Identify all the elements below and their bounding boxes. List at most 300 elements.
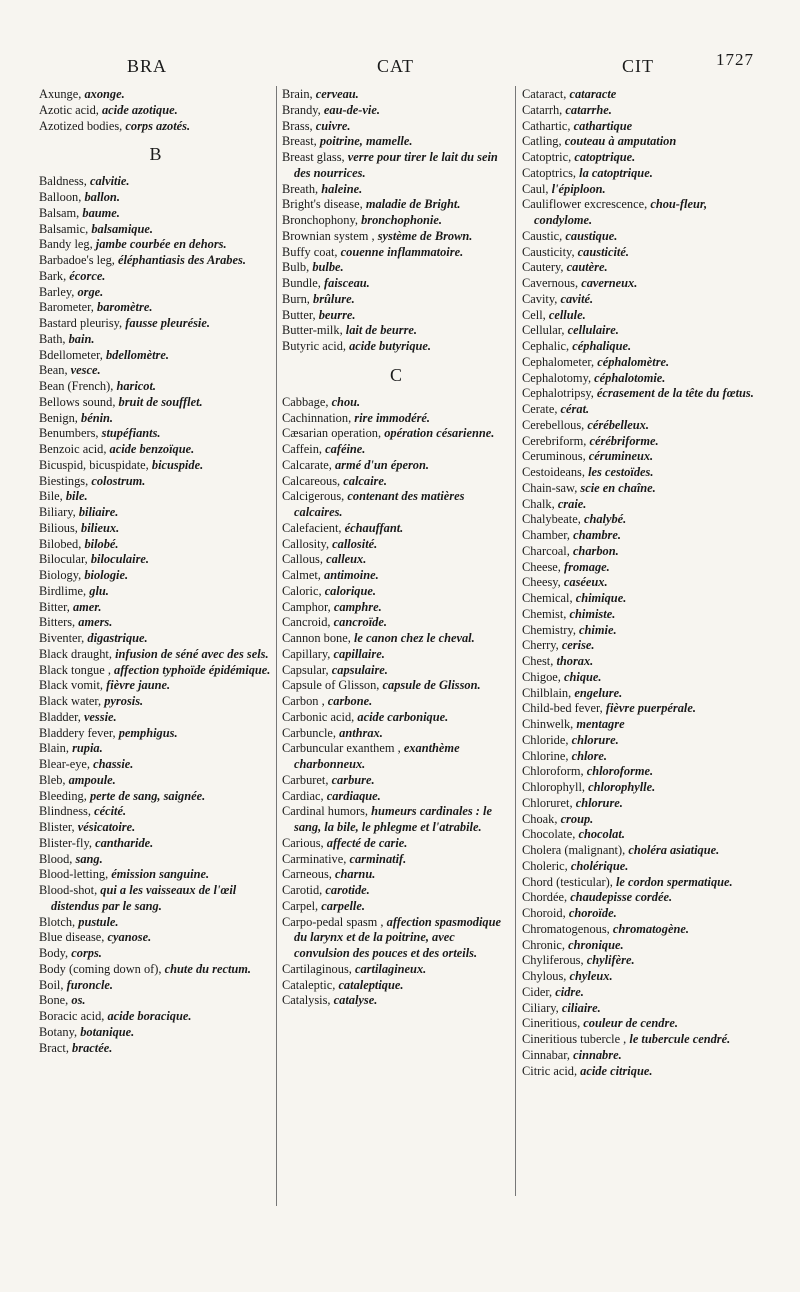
dictionary-entry xyxy=(522,701,762,717)
french-translation: camphre. xyxy=(333,599,382,614)
english-term: Blue disease, xyxy=(39,930,105,945)
header-right-guide: CIT xyxy=(622,56,654,76)
english-term: Catling, xyxy=(522,134,562,149)
dictionary-entry xyxy=(39,426,272,442)
english-term: Chalybeate, xyxy=(522,512,581,527)
french-translation: cinnabre. xyxy=(573,1047,622,1062)
french-translation: affection typhoïde épidémique. xyxy=(114,662,271,677)
dictionary-entry xyxy=(522,166,762,182)
dictionary-entry xyxy=(282,521,510,537)
dictionary-entry xyxy=(522,1032,762,1048)
english-term: Black vomit, xyxy=(39,678,104,693)
french-translation: cantharide. xyxy=(95,835,154,850)
dictionary-entry xyxy=(39,678,272,694)
french-translation: chromatogène. xyxy=(612,921,689,936)
french-translation: chambre. xyxy=(573,528,621,542)
english-term: Capillary, xyxy=(282,646,331,661)
dictionary-entry xyxy=(39,269,272,285)
dictionary-entry xyxy=(39,726,272,742)
french-translation: cavité. xyxy=(560,291,594,306)
dictionary-entry xyxy=(522,323,762,339)
french-translation: acide carbonique. xyxy=(357,709,449,724)
english-term: Cerate, xyxy=(522,402,558,416)
dictionary-entry xyxy=(39,206,272,222)
english-term: Bleb, xyxy=(39,772,66,787)
dictionary-entry xyxy=(282,883,510,899)
dictionary-entry xyxy=(39,103,272,119)
english-term: Chloride, xyxy=(522,732,569,747)
dictionary-entry xyxy=(39,568,272,584)
french-translation: corps azotés. xyxy=(125,118,191,133)
column-1 xyxy=(39,87,272,1056)
dictionary-entry xyxy=(39,442,272,458)
dictionary-entry xyxy=(39,867,272,883)
dictionary-entry xyxy=(522,276,762,292)
english-term: Cataract, xyxy=(522,87,567,101)
english-term: Bdellometer, xyxy=(39,347,103,362)
english-term: Callosity, xyxy=(282,536,330,551)
french-translation: l'épiploon. xyxy=(551,181,606,196)
dictionary-entry xyxy=(522,229,762,245)
dictionary-entry xyxy=(282,182,510,198)
english-term: Cheesy, xyxy=(522,575,561,590)
english-term: Biestings, xyxy=(39,473,89,488)
french-translation: chronique. xyxy=(568,937,624,952)
french-translation: émission sanguine. xyxy=(111,867,210,882)
english-term: Chylous, xyxy=(522,969,567,983)
french-translation: acide butyrique. xyxy=(349,339,432,353)
french-translation: engelure. xyxy=(574,685,623,700)
english-term: Biventer, xyxy=(39,631,85,645)
english-term: Carious, xyxy=(282,835,324,850)
english-term: Catoptrics, xyxy=(522,165,577,180)
french-translation: poitrine, mamelle. xyxy=(319,134,413,149)
dictionary-entry xyxy=(282,978,510,994)
english-term: Cautery, xyxy=(522,260,564,275)
french-translation: maladie de Bright. xyxy=(365,197,461,212)
english-term: Chemist, xyxy=(522,606,567,621)
french-translation: carbure. xyxy=(331,772,375,787)
french-translation: furoncle. xyxy=(66,977,114,992)
dictionary-entry xyxy=(522,402,762,418)
header-center-guide: CAT xyxy=(377,56,415,76)
french-translation: cerise. xyxy=(561,638,595,653)
french-translation: carminatif. xyxy=(349,851,407,866)
french-translation: cérat. xyxy=(560,402,590,416)
french-translation: chimique. xyxy=(575,591,627,605)
french-translation: le canon chez le cheval. xyxy=(353,631,475,645)
french-translation: fièvre jaune. xyxy=(106,678,171,693)
french-translation: contenant des matières calcaires. xyxy=(294,489,465,519)
french-translation: rupia. xyxy=(72,741,103,756)
french-translation: cartilagineux. xyxy=(354,961,427,976)
dictionary-entry xyxy=(522,780,762,796)
dictionary-entry xyxy=(39,316,272,332)
running-header xyxy=(0,50,800,82)
french-translation: catoptrique. xyxy=(574,150,636,164)
french-translation: cuivre. xyxy=(315,118,351,133)
english-term: Choleric, xyxy=(522,858,568,873)
dictionary-entry xyxy=(39,190,272,206)
english-term: Bract, xyxy=(39,1040,69,1055)
dictionary-entry xyxy=(522,812,762,828)
english-term: Cephalometer, xyxy=(522,354,595,369)
english-term: Choroid, xyxy=(522,906,566,920)
dictionary-entry xyxy=(282,308,510,324)
english-term: Camphor, xyxy=(282,599,331,614)
english-term: Barbadoe's leg, xyxy=(39,253,115,267)
french-translation: affecté de carie. xyxy=(326,835,408,850)
french-translation: cautère. xyxy=(566,260,608,275)
dictionary-entry xyxy=(522,292,762,308)
dictionary-entry xyxy=(282,631,510,647)
dictionary-entry xyxy=(39,253,272,269)
french-translation: bruit de soufflet. xyxy=(118,394,203,409)
french-translation: chlorophylle. xyxy=(588,780,656,794)
english-term: Ciliary, xyxy=(522,1000,559,1015)
column-rule-left xyxy=(276,86,277,1206)
english-term: Bulb, xyxy=(282,260,310,275)
dictionary-entry xyxy=(39,773,272,789)
dictionary-entry xyxy=(282,245,510,261)
english-term: Chamber, xyxy=(522,528,571,542)
english-term: Cardiac, xyxy=(282,788,324,803)
dictionary-entry xyxy=(39,300,272,316)
english-term: Catalysis, xyxy=(282,993,331,1008)
dictionary-entry xyxy=(39,836,272,852)
english-term: Chemical, xyxy=(522,591,573,605)
dictionary-entry xyxy=(39,474,272,490)
dictionary-entry xyxy=(522,245,762,261)
english-term: Blain, xyxy=(39,741,69,756)
french-translation: qui a les vaisseaux de l'œil distendus par le sang. xyxy=(51,883,237,913)
dictionary-entry xyxy=(282,993,510,1009)
dictionary-entry xyxy=(39,332,272,348)
english-term: Bastard pleurisy, xyxy=(39,316,123,330)
dictionary-entry xyxy=(282,426,510,442)
dictionary-entry xyxy=(39,1025,272,1041)
dictionary-entry xyxy=(39,489,272,505)
french-translation: carotide. xyxy=(325,883,370,897)
english-term: Brownian system , xyxy=(282,228,375,243)
french-translation: catarrhe. xyxy=(565,102,612,117)
french-translation: brûlure. xyxy=(313,291,355,306)
french-translation: caféine. xyxy=(325,442,366,456)
french-translation: affection spasmodique du larynx et de la poitrine, avec convulsion des pouces et des orteils. xyxy=(294,914,502,960)
french-translation: écorce. xyxy=(69,268,106,283)
dictionary-entry xyxy=(522,418,762,434)
french-translation: cataracte xyxy=(569,87,617,101)
dictionary-entry xyxy=(522,119,762,135)
dictionary-entry xyxy=(39,521,272,537)
french-translation: os. xyxy=(71,993,86,1008)
english-term: Balsamic, xyxy=(39,221,89,236)
english-term: Calcarate, xyxy=(282,457,332,472)
french-translation: perte de sang, saignée. xyxy=(89,788,206,803)
dictionary-entry xyxy=(39,458,272,474)
french-translation: bdellomètre. xyxy=(105,347,169,362)
dictionary-entry xyxy=(282,867,510,883)
english-term: Barometer, xyxy=(39,300,94,315)
dictionary-entry xyxy=(39,789,272,805)
dictionary-entry xyxy=(282,915,510,962)
dictionary-entry xyxy=(39,978,272,994)
english-term: Black draught, xyxy=(39,646,112,661)
french-translation: vésicatoire. xyxy=(77,820,136,834)
french-translation: eau-de-vie. xyxy=(323,102,380,117)
dictionary-entry xyxy=(522,733,762,749)
dictionary-entry xyxy=(282,615,510,631)
french-translation: acide benzoïque. xyxy=(109,442,195,456)
dictionary-entry xyxy=(522,544,762,560)
english-term: Black tongue , xyxy=(39,662,111,677)
french-translation: cholérique. xyxy=(570,858,629,873)
dictionary-entry xyxy=(282,395,510,411)
french-translation: baromètre. xyxy=(97,300,153,315)
english-term: Cauliflower excrescence, xyxy=(522,197,648,212)
english-term: Carpel, xyxy=(282,898,319,913)
french-translation: amers. xyxy=(78,615,113,630)
english-term: Bean, xyxy=(39,363,68,378)
english-term: Cholera (malignant), xyxy=(522,843,626,857)
french-translation: caustique. xyxy=(565,228,618,243)
french-translation: fièvre puerpérale. xyxy=(605,701,696,716)
french-translation: échauffant. xyxy=(344,520,404,535)
dictionary-entry xyxy=(522,465,762,481)
english-term: Biology, xyxy=(39,568,82,582)
english-term: Chigoe, xyxy=(522,669,561,684)
dictionary-entry xyxy=(522,434,762,450)
dictionary-entry xyxy=(39,647,272,663)
english-term: Cerebellous, xyxy=(522,417,585,432)
french-translation: haleine. xyxy=(321,181,363,196)
english-term: Buffy coat, xyxy=(282,244,338,259)
dictionary-entry xyxy=(282,741,510,773)
dictionary-entry xyxy=(522,906,762,922)
english-term: Carburet, xyxy=(282,772,329,787)
french-translation: couleur de cendre. xyxy=(583,1016,678,1031)
dictionary-entry xyxy=(522,859,762,875)
french-translation: bénin. xyxy=(81,410,114,425)
dictionary-entry xyxy=(39,285,272,301)
french-translation: causticité. xyxy=(577,244,629,259)
dictionary-entry xyxy=(522,134,762,150)
english-term: Breath, xyxy=(282,181,319,196)
english-term: Brain, xyxy=(282,87,313,101)
dictionary-entry xyxy=(522,308,762,324)
dictionary-entry xyxy=(39,537,272,553)
dictionary-entry xyxy=(39,852,272,868)
french-translation: bain. xyxy=(68,331,95,346)
dictionary-entry xyxy=(522,87,762,103)
french-translation: cellule. xyxy=(548,307,586,322)
french-translation: fromage. xyxy=(564,559,610,574)
dictionary-entry xyxy=(282,489,510,521)
english-term: Blotch, xyxy=(39,914,76,929)
dictionary-entry xyxy=(522,371,762,387)
english-term: Cancroid, xyxy=(282,615,331,630)
english-term: Caustic, xyxy=(522,228,563,243)
dictionary-entry xyxy=(522,623,762,639)
dictionary-entry xyxy=(522,575,762,591)
french-translation: baume. xyxy=(82,205,120,220)
dictionary-entry xyxy=(282,474,510,490)
french-translation: pustule. xyxy=(78,914,119,929)
french-translation: chalybé. xyxy=(583,512,627,527)
english-term: Baldness, xyxy=(39,174,87,189)
dictionary-entry xyxy=(522,497,762,513)
english-term: Cestoideans, xyxy=(522,465,585,479)
french-translation: chaudepisse cordée. xyxy=(570,890,673,905)
english-term: Carbuncle, xyxy=(282,725,337,740)
dictionary-entry xyxy=(39,993,272,1009)
dictionary-entry xyxy=(282,442,510,458)
english-term: Carotid, xyxy=(282,883,323,897)
english-term: Bellows sound, xyxy=(39,394,116,409)
french-translation: mentagre xyxy=(576,717,625,731)
dictionary-entry xyxy=(39,962,272,978)
english-term: Body, xyxy=(39,946,69,960)
dictionary-entry xyxy=(522,796,762,812)
english-term: Chilblain, xyxy=(522,685,572,700)
dictionary-entry xyxy=(282,150,510,182)
french-translation: cécité. xyxy=(94,804,127,819)
english-term: Bicuspid, bicuspidate, xyxy=(39,457,149,472)
french-translation: chlorure. xyxy=(575,795,623,810)
dictionary-entry xyxy=(522,560,762,576)
dictionary-entry xyxy=(282,229,510,245)
french-translation: chou. xyxy=(331,394,361,409)
french-translation: corps. xyxy=(71,946,102,960)
english-term: Blood-shot, xyxy=(39,883,98,897)
dictionary-entry xyxy=(522,528,762,544)
dictionary-entry xyxy=(39,820,272,836)
dictionary-entry xyxy=(522,607,762,623)
english-term: Cachinnation, xyxy=(282,410,352,425)
english-term: Azotized bodies, xyxy=(39,118,123,133)
french-translation: capsule de Glisson. xyxy=(382,678,481,693)
french-translation: exanthème charbonneux. xyxy=(294,741,460,771)
dictionary-entry xyxy=(282,87,510,103)
french-translation: opération césarienne. xyxy=(384,426,495,441)
dictionary-entry xyxy=(39,505,272,521)
french-translation: chocolat. xyxy=(578,827,625,842)
dictionary-entry xyxy=(282,584,510,600)
english-term: Capsule of Glisson, xyxy=(282,678,380,693)
french-translation: ampoule. xyxy=(68,772,116,787)
french-translation: faisceau. xyxy=(324,276,370,290)
french-translation: céphalomètre. xyxy=(597,354,670,369)
dictionary-entry xyxy=(282,726,510,742)
english-term: Carminative, xyxy=(282,851,347,866)
english-term: Cavernous, xyxy=(522,276,579,290)
french-translation: fausse pleurésie. xyxy=(125,316,210,330)
french-translation: couenne inflammatoire. xyxy=(340,244,464,259)
dictionary-entry xyxy=(39,348,272,364)
french-translation: amer. xyxy=(72,599,102,614)
french-translation: acide azotique. xyxy=(101,102,178,117)
french-translation: chlorure. xyxy=(571,732,619,747)
french-translation: cerveau. xyxy=(315,87,359,101)
english-term: Capsular, xyxy=(282,662,329,677)
dictionary-entry xyxy=(282,339,510,355)
french-translation: cérébriforme. xyxy=(589,433,659,448)
english-term: Blindness, xyxy=(39,804,91,819)
dictionary-entry xyxy=(282,789,510,805)
french-translation: vessie. xyxy=(83,709,117,724)
dictionary-entry xyxy=(282,804,510,836)
dictionary-entry xyxy=(282,119,510,135)
french-translation: le cordon spermatique. xyxy=(615,874,733,889)
french-translation: croup. xyxy=(560,811,594,826)
english-term: Carbuncular exanthem , xyxy=(282,741,401,756)
dictionary-entry xyxy=(39,757,272,773)
french-translation: vesce. xyxy=(70,363,101,378)
french-translation: chique. xyxy=(564,669,602,684)
dictionary-entry xyxy=(39,411,272,427)
french-translation: caverneux. xyxy=(581,276,638,290)
english-term: Chloruret, xyxy=(522,795,573,810)
french-translation: acide boracique. xyxy=(107,1009,192,1023)
dictionary-entry xyxy=(522,182,762,198)
dictionary-entry xyxy=(39,915,272,931)
english-term: Benumbers, xyxy=(39,426,99,441)
dictionary-entry xyxy=(39,363,272,379)
dictionary-entry xyxy=(522,512,762,528)
dictionary-entry xyxy=(522,938,762,954)
english-term: Caffein, xyxy=(282,442,323,456)
dictionary-entry xyxy=(39,1009,272,1025)
dictionary-entry xyxy=(282,836,510,852)
french-translation: humeurs cardinales : le sang, la bile, le phlegme et l'atrabile. xyxy=(294,804,492,834)
dictionary-entry xyxy=(39,222,272,238)
dictionary-entry xyxy=(282,568,510,584)
dictionary-entry xyxy=(282,694,510,710)
french-translation: biliaire. xyxy=(78,505,119,519)
english-term: Carpo-pedal spasm , xyxy=(282,914,384,929)
english-term: Blister-fly, xyxy=(39,835,92,850)
french-translation: chou-fleur, condylome. xyxy=(534,197,708,227)
french-translation: chimiste. xyxy=(569,606,616,621)
english-term: Caloric, xyxy=(282,583,322,598)
english-term: Bilocular, xyxy=(39,552,88,567)
dictionary-entry xyxy=(522,1064,762,1080)
english-term: Catarrh, xyxy=(522,102,563,117)
french-translation: jambe courbée en dehors. xyxy=(95,237,227,252)
french-translation: cathartique xyxy=(573,118,633,133)
dictionary-entry xyxy=(282,411,510,427)
dictionary-entry xyxy=(282,663,510,679)
french-translation: antimoine. xyxy=(324,568,379,582)
english-term: Black water, xyxy=(39,694,102,708)
dictionary-entry xyxy=(522,449,762,465)
english-term: Barley, xyxy=(39,284,75,299)
english-term: Balloon, xyxy=(39,190,82,204)
french-translation: chloroforme. xyxy=(586,764,654,779)
english-term: Butyric acid, xyxy=(282,339,346,353)
dictionary-entry xyxy=(39,741,272,757)
dictionary-entry xyxy=(522,1016,762,1032)
english-term: Causticity, xyxy=(522,244,575,259)
french-translation: calcaire. xyxy=(343,473,387,488)
english-term: Boil, xyxy=(39,977,64,992)
english-term: Bath, xyxy=(39,331,66,346)
dictionary-entry xyxy=(522,197,762,229)
dictionary-entry xyxy=(39,584,272,600)
french-translation: cérébelleux. xyxy=(587,417,649,432)
dictionary-entry xyxy=(39,946,272,962)
english-term: Bark, xyxy=(39,268,67,283)
